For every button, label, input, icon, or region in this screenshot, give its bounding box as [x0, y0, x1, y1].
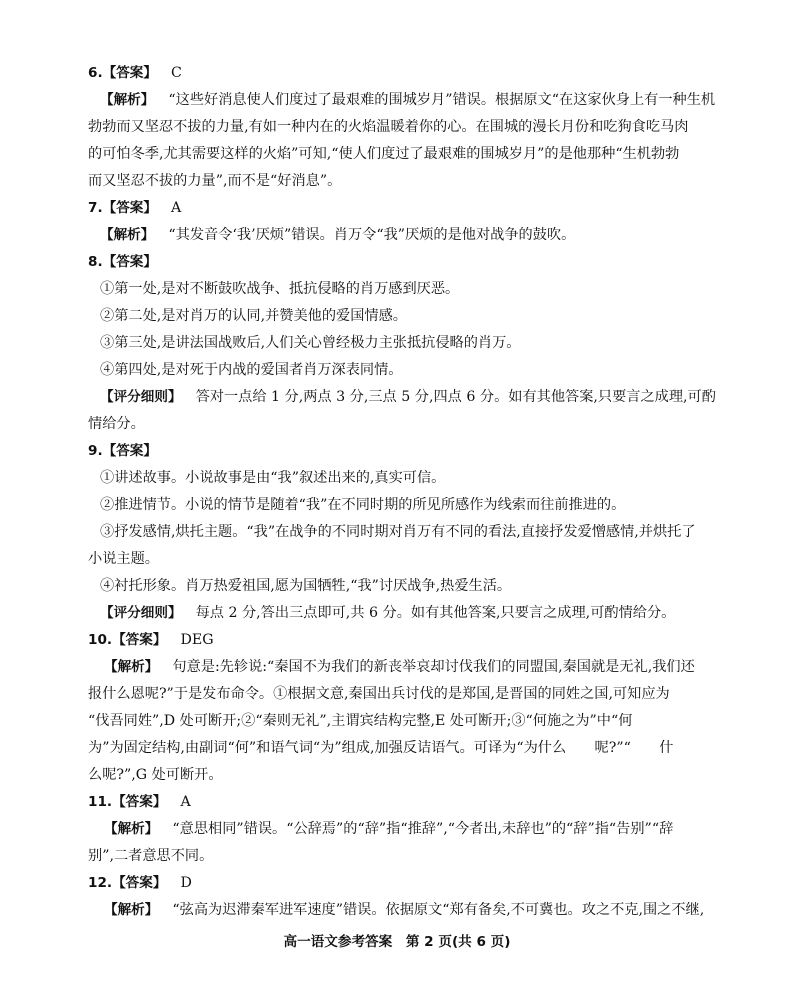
q10-jiexi-line-3: “伐吾同姓”,D 处可断开;②“秦则无礼”,主谓宾结构完整,E 处可断开;③“何施之为”中“何 [88, 713, 633, 729]
q9-answer-tag: 【答案】 [102, 443, 157, 459]
q6-jiexi-line-3: 的可怕冬季,尤其需要这样的火焰”可知,“使人们度过了最艰难的围城岁月”的是他那种“生机勃勃 [88, 146, 680, 162]
q7-answer: A [171, 200, 182, 216]
q12-answer-line [88, 873, 192, 893]
q10-jiexi-line-5: 么呢?”,G 处可断开。 [88, 767, 223, 783]
q9-pingfen-text: 每点 2 分,答出三点即可,共 6 分。如有其他答案,只要言之成理,可酌情给分。 [195, 605, 676, 621]
q11-jiexi-line-1 [104, 819, 673, 839]
q8-item-2: ②第二处,是对肖万的认同,并赞美他的爱国情感。 [100, 308, 407, 324]
q12-jiexi-text: “弦高为迟滞秦军进军速度”错误。依据原文“郑有备矣,不可冀也。攻之不克,围之不继, [172, 902, 705, 918]
q8-item-4: ④第四处,是对死于内战的爱国者肖万深表同情。 [100, 362, 403, 378]
q9-pingfen-line [100, 603, 675, 623]
q11-jiexi-tag: 【解析】 [104, 821, 159, 837]
q8-item-1: ①第一处,是对不断鼓吹战争、抵抗侵略的肖万感到厌恶。 [100, 281, 460, 297]
q7-jiexi-text: “其发音令‘我’厌烦”错误。肖万令“我”厌烦的是他对战争的鼓吹。 [168, 227, 576, 243]
q8-answer-line [88, 252, 157, 272]
q6-jiexi-line-2: 勃勃而又坚忍不拔的力量,有如一种内在的火焰温暖着你的心。在围城的漫长月份和吃狗食吃马肉 [88, 119, 689, 135]
q8-pingfen-line-1 [100, 387, 716, 407]
q11-jiexi-line-2: 别”,二者意思不同。 [88, 848, 214, 864]
q7-answer-tag: 【答案】 [102, 200, 157, 216]
q12-jiexi-line [104, 900, 704, 920]
q12-answer: D [180, 875, 192, 891]
q8-pingfen-line-2: 情给分。 [88, 416, 145, 432]
q6-answer-tag: 【答案】 [102, 65, 157, 81]
q11-answer-line [88, 792, 191, 812]
q10-jiexi-line-2: 报什么恩呢?”于是发布命令。①根据文意,秦国出兵讨伐的是郑国,是晋国的同姓之国,可知应为 [88, 686, 670, 702]
q11-answer: A [180, 794, 191, 810]
q7-jiexi-line [100, 225, 575, 245]
q7-answer-line [88, 198, 181, 218]
q6-answer-line [88, 63, 182, 83]
q9-item-4: ④衬托形象。肖万热爱祖国,愿为国牺牲,“我”讨厌战争,热爱生活。 [100, 578, 512, 594]
q10-jiexi-text: 句意是:先轸说:“秦国不为我们的新丧举哀却讨伐我们的同盟国,秦国就是无礼,我们还 [172, 659, 695, 675]
q7-number: 7. [88, 200, 103, 216]
q11-jiexi-text: “意思相同”错误。“公辞焉”的“辞”指“推辞”,“今者出,未辞也”的“辞”指“告别”“辞 [172, 821, 674, 837]
q8-pingfen-text: 答对一点给 1 分,两点 3 分,三点 5 分,四点 6 分。如有其他答案,只要言之成理,可酌 [195, 389, 716, 405]
q6-jiexi-line-4: 而又坚忍不拔的力量”,而不是“好消息”。 [88, 173, 342, 189]
q10-answer-line [88, 630, 214, 650]
q8-pingfen-tag: 【评分细则】 [100, 389, 182, 405]
q11-number: 11. [88, 794, 113, 810]
q9-item-3-cont: 小说主题。 [88, 551, 159, 567]
q7-jiexi-tag: 【解析】 [100, 227, 155, 243]
q11-answer-tag: 【答案】 [112, 794, 167, 810]
q10-jiexi-line-1 [104, 657, 695, 677]
page-footer: 高一语文参考答案 第 2 页(共 6 页) [283, 934, 511, 950]
q9-pingfen-tag: 【评分细则】 [100, 605, 182, 621]
q6-jiexi-tag: 【解析】 [100, 92, 155, 108]
q6-answer: C [171, 65, 182, 81]
q12-jiexi-tag: 【解析】 [104, 902, 159, 918]
q8-answer-tag: 【答案】 [102, 254, 157, 270]
q9-answer-line [88, 441, 157, 461]
q8-number: 8. [88, 254, 103, 270]
q9-number: 9. [88, 443, 103, 459]
q10-number: 10. [88, 632, 113, 648]
q10-jiexi-line-4: 为”为固定结构,由副词“何”和语气词“为”组成,加强反诘语气。可译为“为什么 呢?”“ 什 [88, 740, 674, 756]
q9-item-1: ①讲述故事。小说故事是由“我”叙述出来的,真实可信。 [100, 470, 446, 486]
q8-item-3: ③第三处,是讲法国战败后,人们关心曾经极力主张抵抗侵略的肖万。 [100, 335, 521, 351]
q12-answer-tag: 【答案】 [112, 875, 167, 891]
q10-answer-tag: 【答案】 [112, 632, 167, 648]
q6-jiexi-line-1 [100, 90, 715, 110]
q9-item-2: ②推进情节。小说的情节是随着“我”在不同时期的所见所感作为线索而往前推进的。 [100, 497, 626, 513]
q12-number: 12. [88, 875, 113, 891]
q9-item-3: ③抒发感情,烘托主题。“我”在战争的不同时期对肖万有不同的看法,直接抒发爱憎感情,并烘托了 [100, 524, 696, 540]
q6-jiexi-text: “这些好消息使人们度过了最艰难的围城岁月”错误。根据原文“在这家伙身上有一种生机 [168, 92, 716, 108]
q10-jiexi-tag: 【解析】 [104, 659, 159, 675]
q6-number: 6. [88, 65, 103, 81]
q10-answer: DEG [180, 632, 214, 648]
